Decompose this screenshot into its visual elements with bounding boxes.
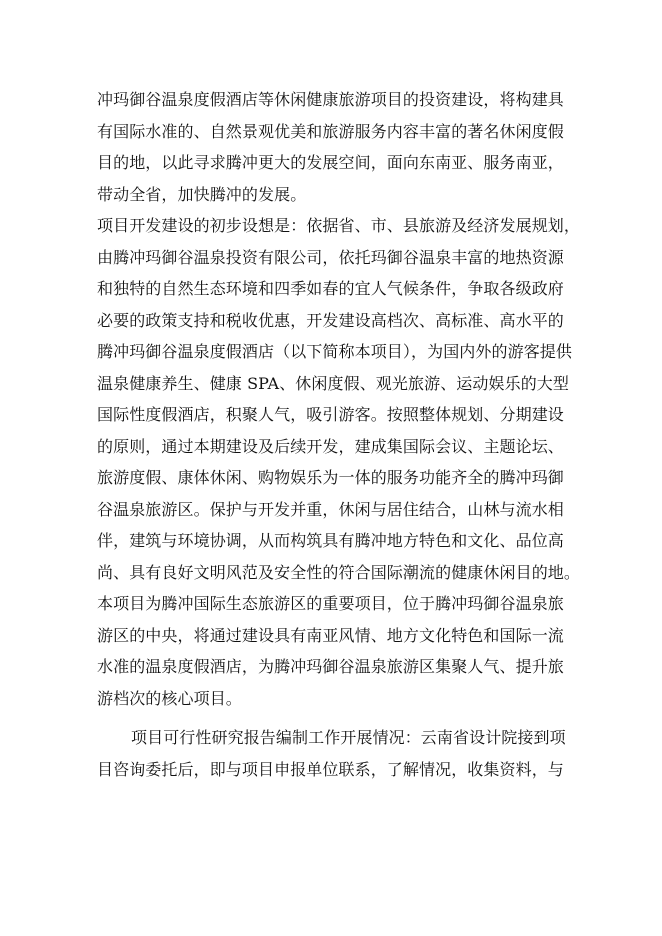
text-line: 国际性度假酒店，积聚人气，吸引游客。按照整体规划、分期建设 [97, 405, 564, 424]
paragraph-gap [97, 714, 567, 722]
text-line: 和独特的自然生态环境和四季如春的宜人气候条件，争取各级政府 [97, 279, 564, 298]
text-line: 目咨询委托后，即与项目申报单位联系，了解情况，收集资料，与 [97, 759, 564, 779]
text-line: 谷温泉旅游区。保护与开发并重，休闲与居住结合，山林与流水相 [97, 499, 564, 519]
paragraph-3 [97, 722, 567, 785]
text-line: 伴，建筑与环境协调，从而构筑具有腾冲地方特色和文化、品位高 [97, 531, 564, 550]
text-line: 由腾冲玛御谷温泉投资有限公司，依托玛御谷温泉丰富的地热资源 [97, 247, 564, 267]
text-line: 项目可行性研究报告编制工作开展情况：云南省设计院接到项 [131, 728, 566, 747]
text-line: 旅游度假、康体休闲、购物娱乐为一体的服务功能齐全的腾冲玛御 [97, 468, 564, 487]
text-line: 本项目为腾冲国际生态旅游区的重要项目，位于腾冲玛御谷温泉旅 [97, 594, 564, 613]
text-line: 游区的中央，将通过建设具有南亚风情、地方文化特色和国际一流 [97, 625, 564, 645]
text-line: 温泉健康养生、健康 SPA、休闲度假、观光旅游、运动娱乐的大型 [97, 373, 569, 393]
text-line: 必要的政策支持和税收优惠，开发建设高档次、高标准、高水平的 [97, 310, 564, 330]
text-line: 目的地，以此寻求腾冲更大的发展空间，面向东南亚、服务南亚， [97, 153, 564, 172]
paragraph-1 [97, 84, 567, 210]
text-line: 项目开发建设的初步设想是：依据省、市、县旅游及经济发展规划， [97, 216, 581, 235]
text-line: 冲玛御谷温泉度假酒店等休闲健康旅游项目的投资建设，将构建具 [97, 90, 564, 109]
text-line: 带动全省，加快腾冲的发展。 [97, 184, 307, 204]
paragraph-2 [97, 210, 581, 714]
text-line: 的原则，通过本期建设及后续开发，建成集国际会议、主题论坛、 [97, 436, 564, 456]
text-line: 水准的温泉度假酒店，为腾冲玛御谷温泉旅游区集聚人气、提升旅 [97, 657, 564, 676]
text-line: 尚、具有良好文明风范及安全性的符合国际潮流的健康休闲目的地。 [97, 562, 581, 582]
document-body [97, 84, 581, 785]
text-line: 腾冲玛御谷温泉度假酒店（以下简称本项目），为国内外的游客提供 [97, 342, 573, 361]
text-line: 有国际水准的、自然景观优美和旅游服务内容丰富的著名休闲度假 [97, 121, 564, 141]
text-line: 游档次的核心项目。 [97, 688, 242, 708]
